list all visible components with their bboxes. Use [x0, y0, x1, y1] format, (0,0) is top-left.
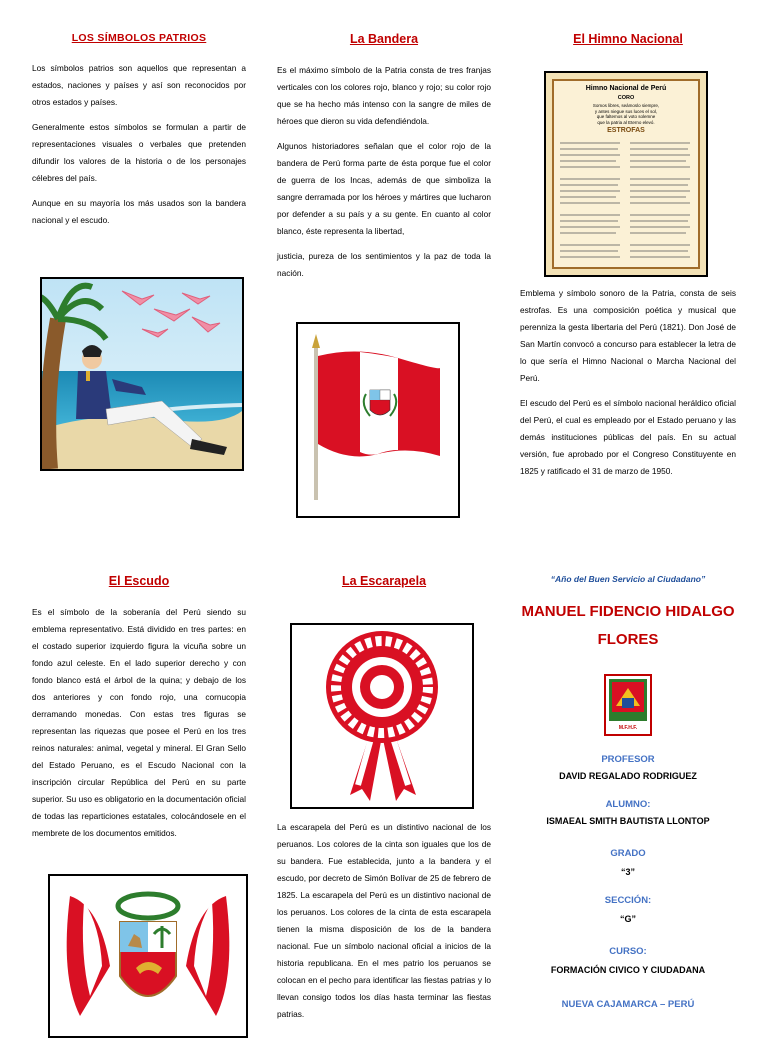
anthem-verse-lines — [560, 139, 692, 263]
alumno-value: ISMAEAL SMITH BAUTISTA LLONTOP — [546, 816, 710, 826]
escudo-paragraph-1: Es el símbolo de la soberanía del Perú siendo su emblema representativo. Está dividido en tres partes: en el costado superior izquierdo figura la vicuña sobre un fondo azul celeste. En el lado superior derecho y con fondo blanco está el árbol de la quina; y debajo de los dos anteriores y con fondo rojo, una cornucopia derramando monedas. Con estas tres figuras se representan las riquezas que posee el Perú en los tres reinos naturales: animal, vegetal y mineral. El Gran Sello del Estado Peruano, es el Escudo Nacional con la inscripción circular República del Perú en su parte superior. Su uso es obligatorio en la documentación oficial de todas las reparticiones estatales, colocándosele en el membrete de los documentos emitidos. — [32, 607, 247, 838]
profesor-value: DAVID REGALADO RODRIGUEZ — [559, 771, 697, 781]
escarapela-paragraph-1: La escarapela del Perú es un distintivo nacional de los peruanos. Los colores de la cinta son iguales que los de su bandera. Fue establecida, junto a la bandera y el escudo, por decreto de Simón Bolívar de 25 de febrero de 1825. La escarapela del Perú es un distintivo nacional de los peruanos. Los colores de la cinta de esta escarapela tienen la misma disposición de los de la bandera nacional. Fue un símbolo nacional oficial a inicios de la historia republicana. En el mes patrio los peruanos se colocan en el pecho para identificar las fiestas patrias y lo llevan consigo todos los días hasta terminar las fiestas patrias. — [277, 822, 491, 1019]
column-escarapela — [277, 574, 491, 588]
himno-paragraph-2: El escudo del Perú es el símbolo nacional heráldico oficial del Perú, el cual es empleado por el Estado peruano y las demás instituciones públicas del país. En su actual versión, fue aprobado por el Congreso Constituyente en 1825 y ratificado el 31 de marzo de 1950. — [520, 398, 736, 476]
coro-line: Somos libres, seámoslo siempre, — [592, 103, 660, 108]
seccion-value: “G” — [619, 914, 636, 924]
column-himno — [520, 32, 736, 46]
coro-line: que faltemos al voto solemne — [596, 114, 656, 119]
himno-paragraph-1: Emblema y símbolo sonoro de la Patria, consta de seis estrofas. Es una composición poética y musical que perenniza la gesta libertaria del Perú (1821). Don José de San Martín convocó a concurso para establecer la letra de lo que sería el Himno Nacional o Marcha Nacional del Perú. — [520, 288, 736, 383]
bandera-heading: La Bandera — [349, 32, 419, 46]
escarapela-image — [290, 623, 474, 809]
school-logo — [604, 674, 652, 736]
column-escarapela-text — [277, 819, 491, 1031]
school-name-line-1: MANUEL FIDENCIO HIDALGO — [521, 603, 735, 620]
bandera-paragraph-1: Es el máximo símbolo de la Patria consta de tres franjas verticales con los colores rojo, blanco y rojo; su color rojo que se ha hecho más intenso con la sangre de miles de héroes que dieron su vida defendiéndola. — [277, 65, 491, 126]
school-logo-text: M.F.H.F. — [618, 725, 638, 731]
coro-line: que la patria al Eterno elevó. — [597, 119, 655, 125]
grado-label: GRADO — [610, 848, 646, 859]
bandera-paragraph-3: justicia, pureza de los sentimientos y la paz de toda la nación. — [277, 251, 491, 278]
coro-line: y antes niegue sus luces el sol, — [594, 108, 658, 114]
simbolos-paragraph-1: Los símbolos patrios son aquellos que representan a estados, naciones y países y así son reconocidos por otros estados y países. — [32, 63, 246, 107]
cover-panel — [520, 574, 736, 1010]
column-bandera — [277, 32, 491, 290]
anthem-coro-lines — [560, 103, 692, 125]
simbolos-paragraph-3: Aunque en su mayoría los más usados son la bandera nacional y el escudo. — [32, 198, 246, 225]
himno-heading: El Himno Nacional — [573, 32, 683, 46]
school-name-line-2: FLORES — [597, 631, 659, 648]
bandera-paragraph-2: Algunos historiadores señalan que el color rojo de la bandera de Perú forma parte de ésta porque fue el color de guerra de los Incas, además de que simboliza la sangre derramada por los héroes y mártires que lucharon por defender a su país y a su gente. En cuanto al color blanco, éste representa la libertad, — [277, 141, 491, 236]
coat-of-arms-image — [48, 874, 248, 1038]
san-martin-illustration — [40, 277, 244, 471]
place-label: NUEVA CAJAMARCA – PERÚ — [561, 999, 695, 1010]
peru-flag-image — [296, 322, 460, 518]
escudo-heading: El Escudo — [108, 574, 170, 588]
profesor-label: PROFESOR — [601, 754, 655, 765]
anthem-scroll-image — [544, 71, 708, 277]
simbolos-paragraph-2: Generalmente estos símbolos se formulan a partir de representaciones visuales o verbales que pretenden difundir los valores de la historia o de los personajes célebres del país. — [32, 122, 246, 183]
cover-motto: “Año del Buen Servicio al Ciudadano” — [550, 574, 706, 584]
column-himno-text — [520, 285, 736, 488]
column-simbolos-patrios — [32, 32, 246, 237]
simbolos-patrios-heading: LOS SÍMBOLOS PATRIOS — [71, 32, 207, 44]
alumno-label: ALUMNO: — [605, 799, 651, 810]
curso-value: FORMACIÓN CIVICO Y CIUDADANA — [550, 965, 706, 975]
column-escudo — [32, 574, 246, 850]
grado-value: “3” — [620, 867, 635, 877]
curso-label: CURSO: — [609, 946, 647, 957]
anthem-coro: CORO — [617, 95, 635, 101]
anthem-title: Himno Nacional de Perú — [585, 85, 667, 92]
anthem-estrofas: ESTROFAS — [607, 127, 645, 134]
school-name — [520, 598, 736, 654]
seccion-label: SECCIÓN: — [604, 895, 652, 906]
escarapela-heading: La Escarapela — [341, 574, 427, 588]
